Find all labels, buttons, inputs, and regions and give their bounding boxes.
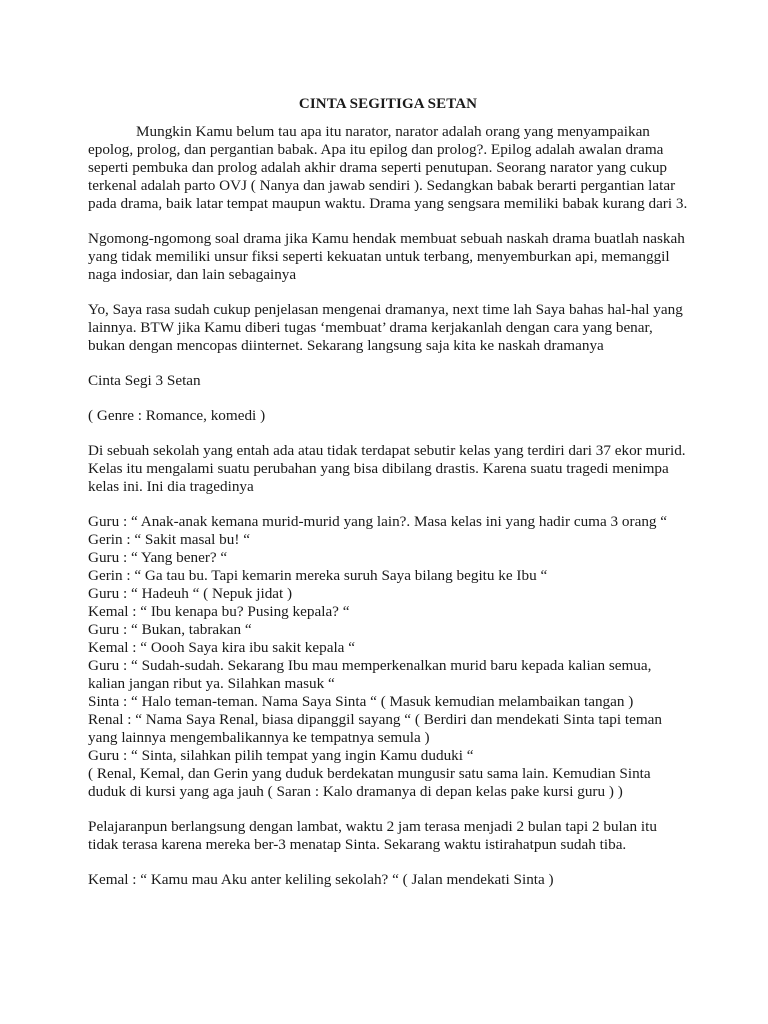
dialogue-line: Sinta : “ Halo teman-teman. Nama Saya Sinta “ ( Masuk kemudian melambaikan tangan ) (88, 693, 634, 710)
dialogue-line: Gerin : “ Ga tau bu. Tapi kemarin mereka suruh Saya bilang begitu ke Ibu “ (88, 567, 548, 584)
paragraph-pelajaran: Pelajaranpun berlangsung dengan lambat, waktu 2 jam terasa menjadi 2 bulan tapi 2 bulan itu tidak terasa karena mereka ber-3 menatap Sinta. Sekarang waktu istirahatpun sudah tiba. (88, 818, 657, 853)
document-title: CINTA SEGITIGA SETAN (298, 96, 478, 112)
paragraph-setting: Di sebuah sekolah yang entah ada atau tidak terdapat sebutir kelas yang terdiri dari 37 ekor murid. Kelas itu mengalami suatu perubahan yang bisa dibilang drastis. Karena suatu tragedi menimpa kelas ini. Ini dia tragedinya (88, 442, 686, 495)
drama-genre: ( Genre : Romance, komedi ) (88, 407, 266, 424)
dialogue-kemal: Kemal : “ Kamu mau Aku anter keliling sekolah? “ ( Jalan mendekati Sinta ) (88, 871, 554, 888)
dialogue-line: Gerin : “ Sakit masal bu! “ (88, 531, 250, 548)
dialogue-line: Guru : “ Anak-anak kemana murid-murid yang lain?. Masa kelas ini yang hadir cuma 3 orang “ (88, 513, 668, 530)
dialogue-line: Guru : “ Yang bener? “ (88, 549, 228, 566)
dialogue-line: Renal : “ Nama Saya Renal, biasa dipanggil sayang “ ( Berdiri dan mendekati Sinta tapi teman yang lainnya mengembalikannya ke tempatnya semula ) (88, 711, 662, 746)
paragraph-narator: Mungkin Kamu belum tau apa itu narator, narator adalah orang yang menyampaikan epolog, prolog, dan pergantian babak. Apa itu epilog dan prolog?. Epilog adalah awalan drama seperti pembuka dan prolog adalah akhir drama seperti penutupan. Seorang narator yang cukup terkenal adalah parto OVJ ( Nanya dan jawab sendiri ). Sedangkan babak berarti pergantian latar pada drama, baik latar tempat maupun waktu. Drama yang sengsara memiliki babak kurang dari 3. (88, 123, 688, 212)
dialogue-line: Guru : “ Sinta, silahkan pilih tempat yang ingin Kamu duduki “ (88, 747, 474, 764)
dialogue-block (88, 513, 688, 801)
dialogue-line: Kemal : “ Ibu kenapa bu? Pusing kepala? “ (88, 603, 350, 620)
stage-direction: ( Renal, Kemal, dan Gerin yang duduk berdekatan mungusir satu sama lain. Kemudian Sinta duduk di kursi yang aga jauh ( Saran : Kalo dramanya di depan kelas pake kursi guru ) ) (88, 765, 651, 800)
dialogue-line: Guru : “ Sudah-sudah. Sekarang Ibu mau memperkenalkan murid baru kepada kalian semua, kalian jangan ribut ya. Silahkan masuk “ (88, 657, 652, 692)
dialogue-line: Kemal : “ Oooh Saya kira ibu sakit kepala “ (88, 639, 355, 656)
document-body (88, 95, 688, 906)
drama-title: Cinta Segi 3 Setan (88, 372, 201, 389)
dialogue-line: Guru : “ Hadeuh “ ( Nepuk jidat ) (88, 585, 293, 602)
dialogue-line: Guru : “ Bukan, tabrakan “ (88, 621, 252, 638)
paragraph-penjelasan: Yo, Saya rasa sudah cukup penjelasan mengenai dramanya, next time lah Saya bahas hal-hal yang lainnya. BTW jika Kamu diberi tugas ‘membuat’ drama kerjakanlah dengan cara yang benar, bukan dengan mencopas diinternet. Sekarang langsung saja kita ke naskah dramanya (88, 301, 683, 354)
paragraph-naskah: Ngomong-ngomong soal drama jika Kamu hendak membuat sebuah naskah drama buatlah naskah yang tidak memiliki unsur fiksi seperti kekuatan untuk terbang, menyemburkan api, memanggil naga indosiar, dan lain sebagainya (88, 230, 685, 283)
